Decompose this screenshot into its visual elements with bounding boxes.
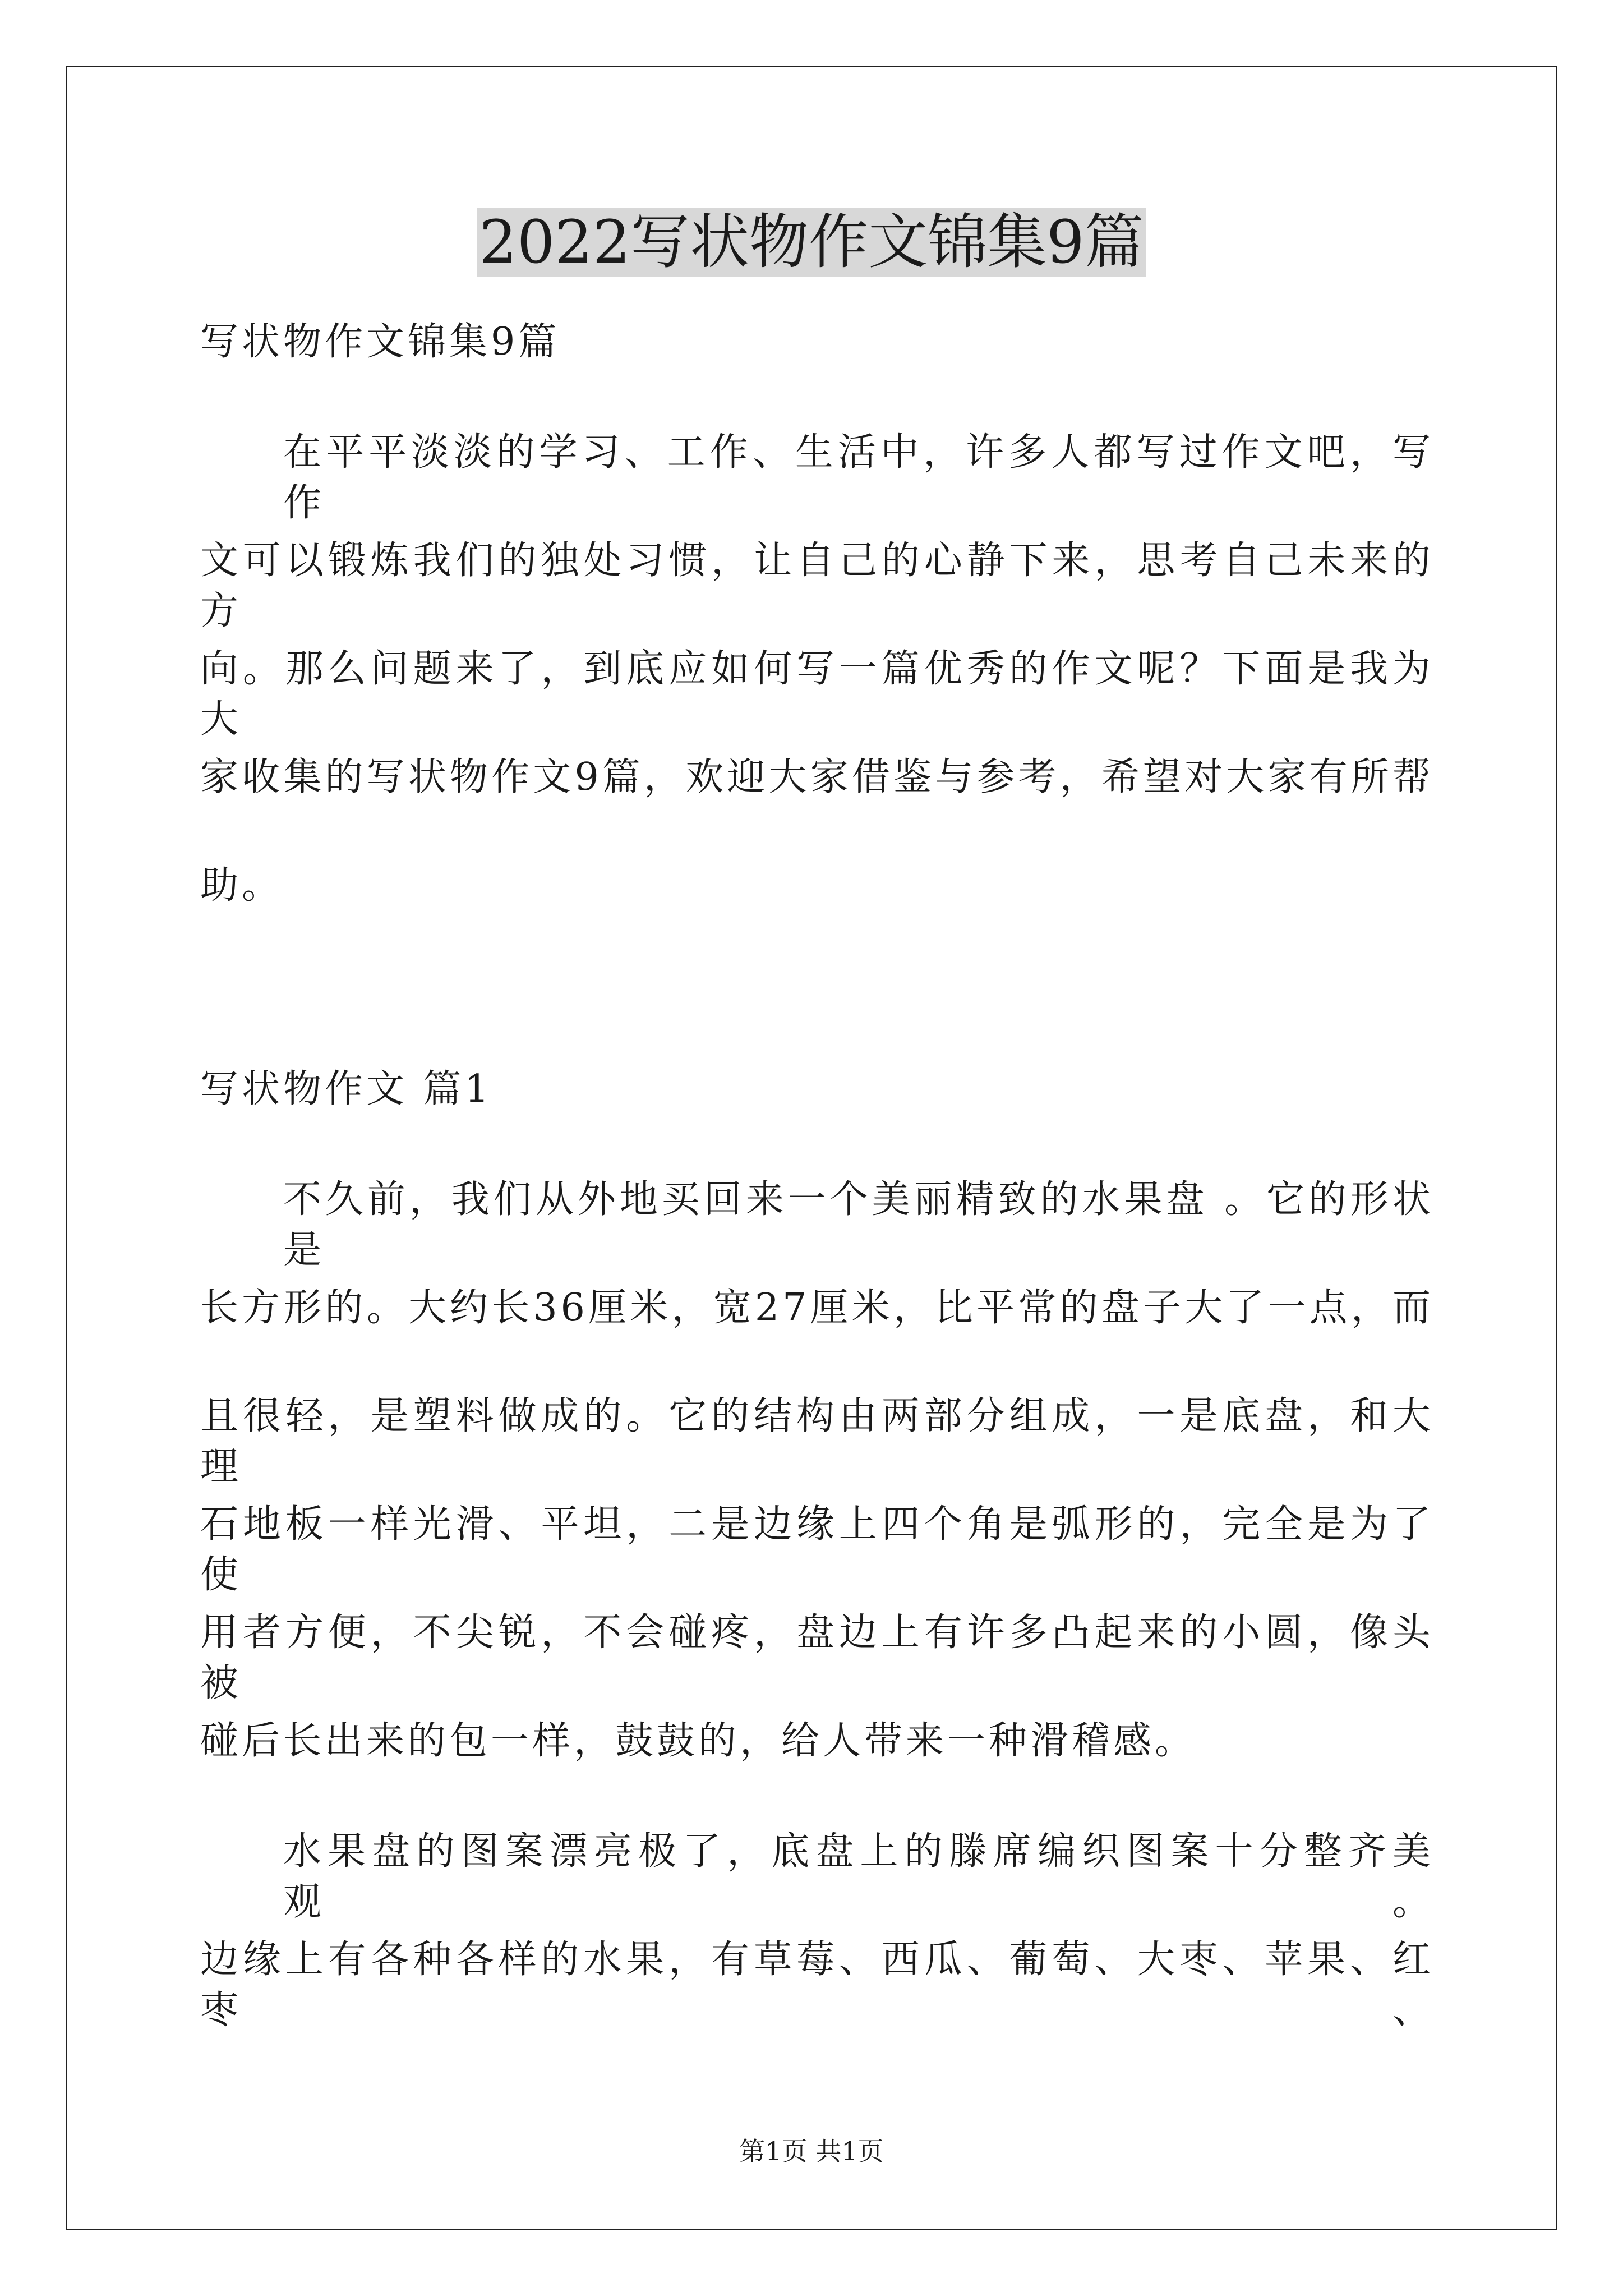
section1-para1-line-3: 且很轻，是塑料做成的。它的结构由两部分组成，一是底盘，和大理 xyxy=(200,1394,1434,1489)
document-title xyxy=(0,203,1623,282)
intro-line-5: 助。 xyxy=(200,863,284,908)
intro-line-4: 家收集的写状物作文9篇，欢迎大家借鉴与参考，希望对大家有所帮 xyxy=(200,755,1434,799)
section1-para1-line-4: 石地板一样光滑、平坦，二是边缘上四个角是弧形的，完全是为了使 xyxy=(200,1502,1434,1597)
intro-line-2: 文可以锻炼我们的独处习惯，让自己的心静下来，思考自己未来的方 xyxy=(200,539,1434,633)
page-footer: 第1页 共1页 xyxy=(739,2136,884,2166)
document-title-text: 2022写状物作文锦集9篇 xyxy=(477,208,1146,277)
section1-para1-line-6: 碰后长出来的包一样，鼓鼓的，给人带来一种滑稽感。 xyxy=(200,1719,1197,1763)
section1-para2-line-2: 边缘上有各种各样的水果，有草莓、西瓜、葡萄、大枣、苹果、红枣、 xyxy=(200,1938,1434,2032)
document-subtitle: 写状物作文锦集9篇 xyxy=(200,320,560,364)
section1-para1-line-2: 长方形的。大约长36厘米，宽27厘米，比平常的盘子大了一点，而 xyxy=(200,1286,1434,1330)
section-heading: 写状物作文 篇1 xyxy=(200,1067,492,1111)
section1-para1-line-1: 不久前，我们从外地买回来一个美丽精致的水果盘 。它的形状是 xyxy=(283,1177,1434,1272)
section1-para2-line-1: 水果盘的图案漂亮极了，底盘上的滕席编织图案十分整齐美观。 xyxy=(283,1829,1434,1924)
intro-line-1: 在平平淡淡的学习、工作、生活中，许多人都写过作文吧，写作 xyxy=(283,430,1434,525)
intro-line-3: 向。那么问题来了，到底应如何写一篇优秀的作文呢？下面是我为大 xyxy=(200,647,1434,742)
section1-para1-line-5: 用者方便，不尖锐，不会碰疼，盘边上有许多凸起来的小圆，像头被 xyxy=(200,1611,1434,1705)
